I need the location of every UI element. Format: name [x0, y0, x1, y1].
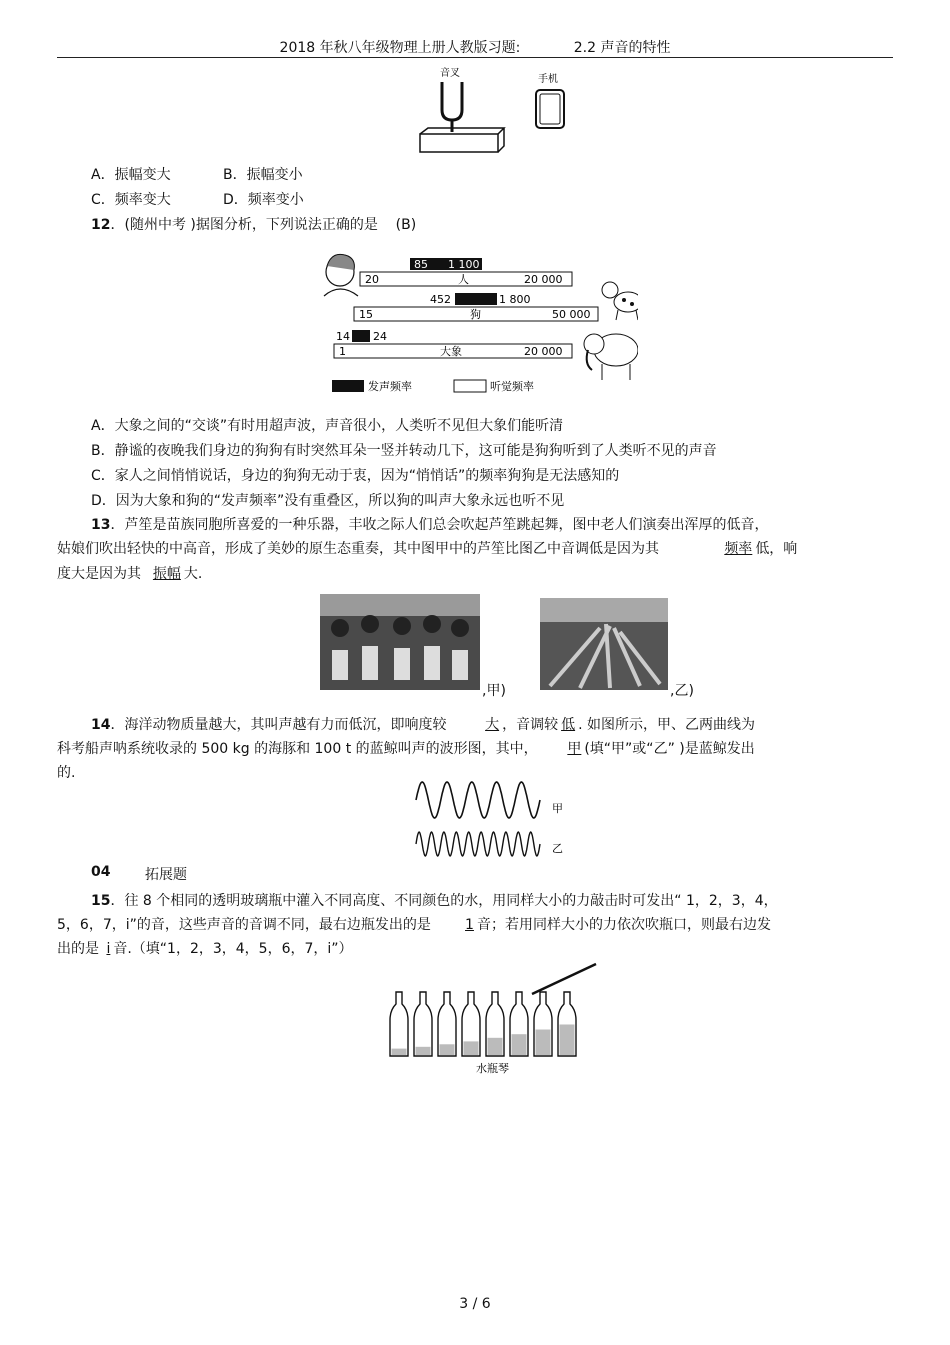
human-icon [324, 254, 358, 296]
legend-voice-swatch [332, 380, 364, 392]
q12-stem: 12．(随州中考 )据图分析，下列说法正确的是 (B) [91, 217, 417, 233]
svg-text:1 100: 1 100 [448, 258, 480, 271]
page-number: 3 / 6 [459, 1296, 491, 1312]
svg-text:20 000: 20 000 [524, 273, 563, 286]
human-label: 人 [458, 273, 469, 286]
fork-prongs [442, 82, 462, 120]
q15-line3: 出的是 i 音.（填“1，2，3，4，5，6，7，i”） [57, 941, 353, 957]
bottle-water [392, 1049, 407, 1055]
svg-text:452: 452 [430, 293, 451, 306]
q12-number: 12 [91, 217, 111, 233]
xylophone-caption: 水瓶琴 [476, 1062, 509, 1075]
q13-line3: 度大是因为其 振幅 大. [57, 563, 202, 583]
q14-line3: 的. [57, 765, 76, 781]
q14-answer-3: 甲 [567, 741, 582, 757]
svg-text:24: 24 [373, 330, 387, 343]
photo-b-caption: ,乙) [670, 683, 694, 699]
q14-answer-2: 低 [561, 717, 576, 733]
q11-option-b: B．振幅变小 [223, 167, 303, 183]
q14-line1: 14．海洋动物质量越大，其叫声越有力而低沉，即响度较 大 ，音调较 低 . 如图所示，甲、乙两曲线为 [91, 714, 755, 734]
water-bottle-xylophone [384, 960, 604, 1078]
svg-text:14: 14 [336, 330, 350, 343]
bottle-water [464, 1041, 479, 1055]
svg-text:1: 1 [339, 345, 346, 358]
page-header [0, 37, 950, 57]
svg-text:20: 20 [365, 273, 379, 286]
q12-option-b: B．静谧的夜晚我们身边的狗狗有时突然耳朵一竖并转动几下，这可能是狗狗听到了人类听不见的声音 [91, 443, 717, 459]
wave-yi-label: 乙 [552, 842, 563, 855]
q12-option-c: C．家人之间悄悄说话，身边的狗狗无动于衷，因为“悄悄话”的频率狗狗是无法感知的 [91, 468, 620, 484]
svg-text:20 000: 20 000 [524, 345, 563, 358]
header-section: 2.2 声音的特性 [573, 40, 671, 56]
bottle-water [512, 1034, 527, 1055]
svg-text:1 800: 1 800 [499, 293, 531, 306]
frequency-range-chart [318, 246, 638, 396]
phone-label: 手机 [538, 74, 558, 85]
bottle-water [440, 1044, 455, 1055]
lusheng-photo-b [540, 598, 668, 690]
q14-line2: 科考船声呐系统收录的 500 kg 的海豚和 100 t 的蓝鲸叫声的波形图，其中， 甲 (填“甲”或“乙” )是蓝鲸发出 [57, 738, 755, 758]
q14-answer-1: 大 [485, 717, 500, 733]
q11-option-c: C．频率变大 [91, 192, 171, 208]
legend-voice-label: 发声频率 [368, 380, 412, 393]
q13-answer-2: 振幅 [152, 566, 181, 582]
section-title: 拓展题 [145, 867, 187, 883]
photo-a-caption: ,甲) [482, 683, 506, 699]
bottle-water [560, 1024, 575, 1055]
q12-answer: (B) [395, 217, 417, 233]
q13-answer-1: 频率 [724, 541, 753, 557]
bottle-water [536, 1030, 551, 1055]
striker-stick [532, 964, 596, 994]
svg-text:15: 15 [359, 308, 373, 321]
q15-number: 15 [91, 893, 111, 909]
bottle-group [390, 992, 576, 1056]
wood-box [420, 134, 498, 152]
waveform-figure [412, 776, 572, 860]
q11-option-a: A．振幅变大 [91, 167, 171, 183]
q12-option-a: A．大象之间的“交谈”有时用超声波，声音很小，人类听不见但大象们能听清 [91, 418, 564, 434]
section-number: 04 [91, 864, 111, 880]
wave-jia-label: 甲 [552, 802, 563, 815]
dog-icon [602, 282, 638, 320]
q15-line2: 5，6，7，i”的音，这些声音的音调不同，最右边瓶发出的是 1 音；若用同样大小的力依次吹瓶口，则最右边发 [57, 917, 771, 933]
tuning-fork-figure [410, 62, 590, 158]
wave-yi [416, 832, 540, 856]
legend-hear-swatch [454, 380, 486, 392]
q13-line1: 13．芦笙是苗族同胞所喜爱的一种乐器，丰收之际人们总会吹起芦笙跳起舞，图中老人们演奏出浑厚的低音， [91, 517, 769, 533]
bottle [390, 992, 408, 1056]
dog-label: 狗 [470, 308, 481, 321]
header-title: 2018 年秋八年级物理上册人教版习题: [279, 40, 521, 56]
elephant-icon [584, 334, 638, 380]
bottle-water [416, 1047, 431, 1055]
header-rule [57, 57, 893, 58]
lusheng-photo-a [320, 594, 480, 690]
elephant-label: 大象 [440, 345, 462, 358]
wave-jia [416, 782, 540, 818]
q12-option-d: D．因为大象和狗的“发声频率”没有重叠区，所以狗的叫声大象永远也听不见 [91, 493, 565, 509]
dog-voice-bar [455, 293, 497, 305]
q15-answer-2: i [106, 941, 111, 957]
q13-number: 13 [91, 517, 111, 533]
q15-line1: 15．往 8 个相同的透明玻璃瓶中灌入不同高度、不同颜色的水，用同样大小的力敲击时可发出“ 1，2，3，4， [91, 893, 778, 909]
q11-option-d: D．频率变小 [223, 192, 304, 208]
legend-hear-label: 听觉频率 [490, 380, 534, 393]
elephant-voice-bar [352, 330, 370, 342]
bottle [414, 992, 432, 1056]
q13-line2: 姑娘们吹出轻快的中高音，形成了美妙的原生态重奏，其中图甲中的芦笙比图乙中音调低是因为其 频率 低，响 [57, 538, 797, 558]
fork-label: 音叉 [440, 68, 460, 79]
q15-answer-1: 1 [465, 917, 474, 933]
svg-text:85: 85 [414, 258, 428, 271]
q14-number: 14 [91, 717, 111, 733]
bottle-water [488, 1038, 503, 1055]
svg-text:50 000: 50 000 [552, 308, 591, 321]
